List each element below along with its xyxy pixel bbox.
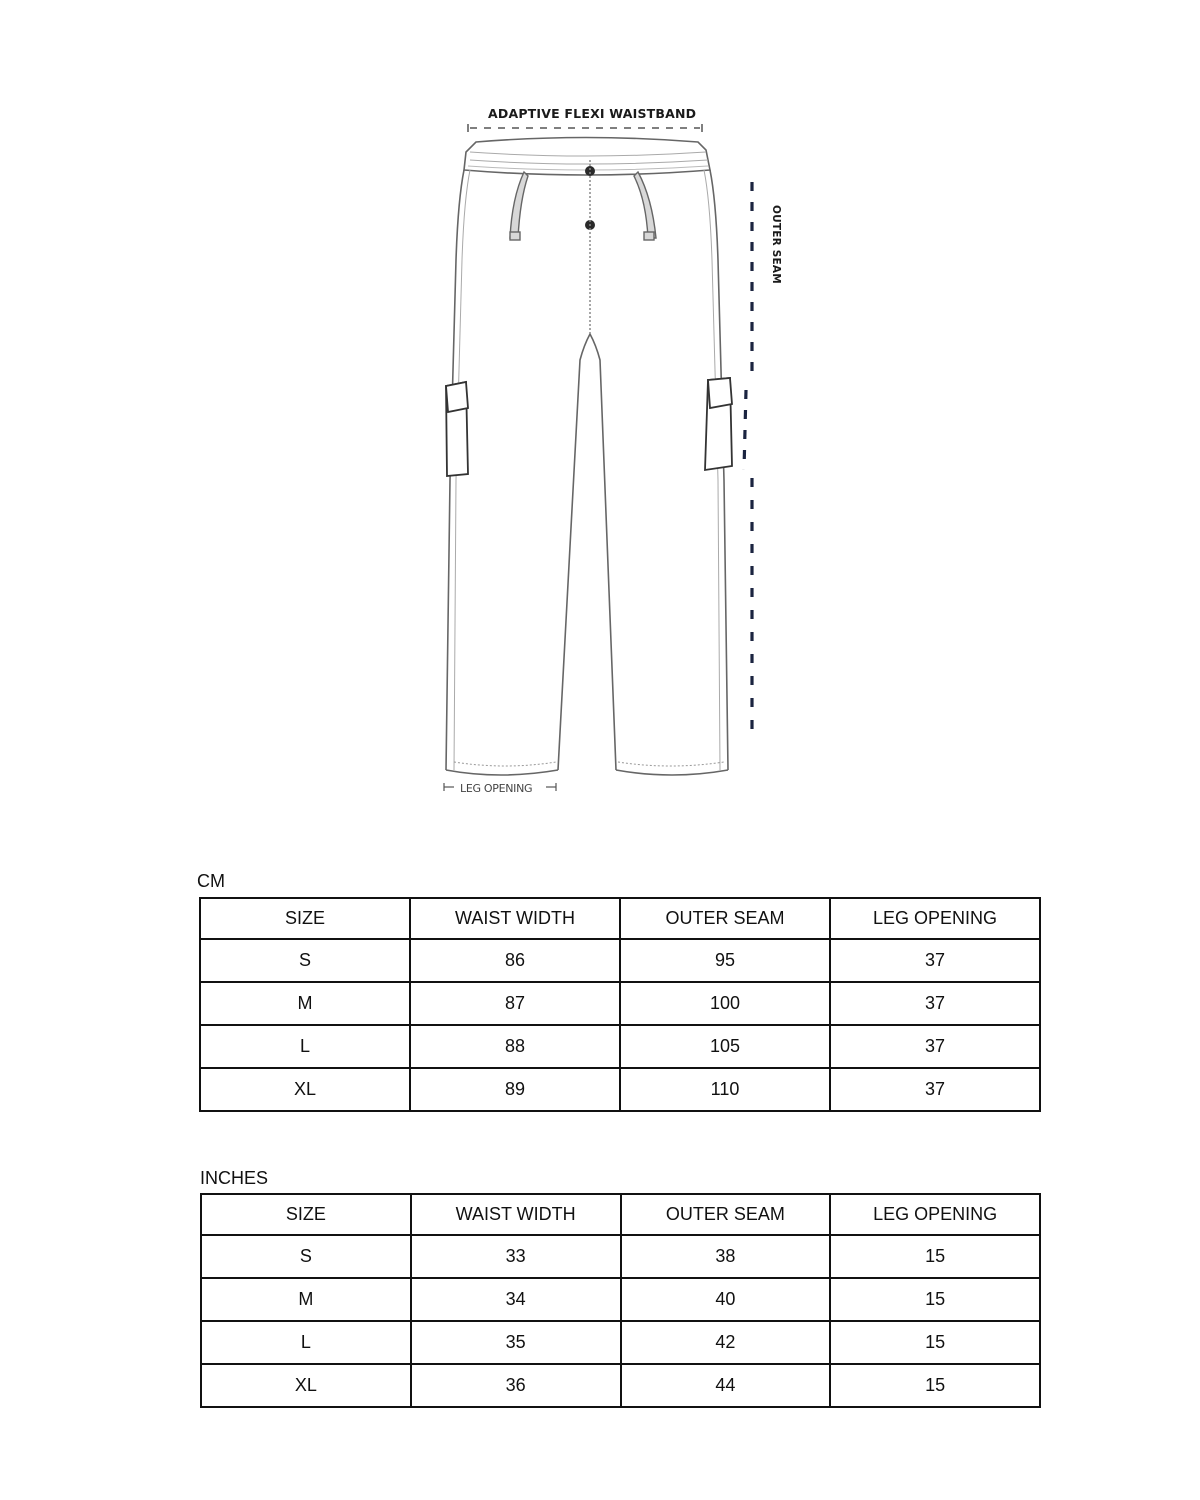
leg-opening-label: LEG OPENING (460, 782, 533, 795)
waist-width-cell: 36 (411, 1364, 621, 1407)
size-cell: S (201, 1235, 411, 1278)
waist-width-cell: 89 (410, 1068, 620, 1111)
waist-width-cell: 88 (410, 1025, 620, 1068)
size-cell: L (201, 1321, 411, 1364)
leg-opening-cell: 15 (830, 1235, 1040, 1278)
size-cell: XL (200, 1068, 410, 1111)
header-waist-width: WAIST WIDTH (411, 1194, 621, 1235)
size-cell: M (200, 982, 410, 1025)
table-row (200, 1068, 1040, 1111)
table-header-row (200, 898, 1040, 939)
leg-opening-cell: 15 (830, 1278, 1040, 1321)
outer-seam-cell: 40 (621, 1278, 831, 1321)
waistband-label: ADAPTIVE FLEXI WAISTBAND (488, 106, 697, 121)
outer-seam-label: OUTER SEAM (770, 205, 782, 284)
leg-opening-cell: 15 (830, 1364, 1040, 1407)
waist-width-cell: 33 (411, 1235, 621, 1278)
outer-seam-cell: 42 (621, 1321, 831, 1364)
outer-seam-dimension-line (744, 182, 752, 742)
header-outer-seam: OUTER SEAM (621, 1194, 831, 1235)
cm-size-table (199, 897, 1041, 1112)
waistband-dimension-line (468, 124, 702, 132)
table-row (201, 1321, 1040, 1364)
size-cell: L (200, 1025, 410, 1068)
leg-opening-cell: 37 (830, 1025, 1040, 1068)
header-size: SIZE (201, 1194, 411, 1235)
table-row (201, 1235, 1040, 1278)
outer-seam-cell: 38 (621, 1235, 831, 1278)
table-header-row (201, 1194, 1040, 1235)
cargo-pockets (446, 378, 732, 476)
header-waist-width: WAIST WIDTH (410, 898, 620, 939)
inches-table-title: INCHES (200, 1168, 269, 1188)
header-leg-opening: LEG OPENING (830, 1194, 1040, 1235)
outer-seam-cell: 105 (620, 1025, 830, 1068)
header-size: SIZE (200, 898, 410, 939)
size-cell: M (201, 1278, 411, 1321)
inches-size-table (200, 1193, 1041, 1408)
waist-width-cell: 35 (411, 1321, 621, 1364)
waist-width-cell: 86 (410, 939, 620, 982)
waist-width-cell: 87 (410, 982, 620, 1025)
size-cell: S (200, 939, 410, 982)
leg-opening-cell: 37 (830, 939, 1040, 982)
outer-seam-cell: 44 (621, 1364, 831, 1407)
size-cell: XL (201, 1364, 411, 1407)
outer-seam-cell: 110 (620, 1068, 830, 1111)
table-row (200, 1025, 1040, 1068)
pant-outline (446, 170, 728, 775)
outer-seam-cell: 95 (620, 939, 830, 982)
leg-opening-cell: 15 (830, 1321, 1040, 1364)
outer-seam-cell: 100 (620, 982, 830, 1025)
drawstrings (510, 172, 656, 240)
leg-opening-cell: 37 (830, 982, 1040, 1025)
table-row (200, 939, 1040, 982)
cm-table-title: CM (197, 871, 225, 891)
leg-opening-cell: 37 (830, 1068, 1040, 1111)
table-row (201, 1364, 1040, 1407)
table-row (200, 982, 1040, 1025)
header-outer-seam: OUTER SEAM (620, 898, 830, 939)
header-leg-opening: LEG OPENING (830, 898, 1040, 939)
table-row (201, 1278, 1040, 1321)
waist-width-cell: 34 (411, 1278, 621, 1321)
